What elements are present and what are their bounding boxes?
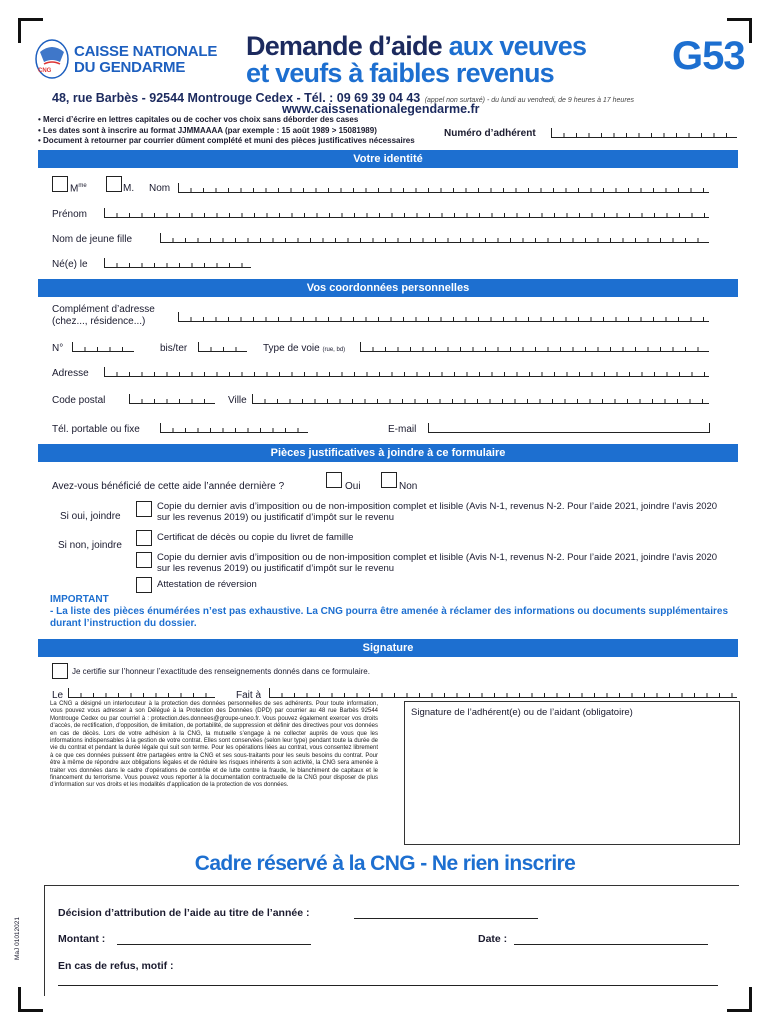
- certify-text: Je certifie sur l’honneur l’exactitude des renseignements donnés dans ce formulaire.: [72, 667, 370, 676]
- important-title: IMPORTANT: [50, 594, 109, 605]
- field-bister[interactable]: [198, 342, 247, 352]
- label-prenom: Prénom: [52, 209, 88, 220]
- label-complement-line1: Complément d’adresse: [52, 304, 155, 315]
- field-complement[interactable]: [178, 312, 709, 322]
- label-oui: Oui: [345, 481, 361, 492]
- org-name-line1: CAISSE NATIONALE: [74, 43, 218, 60]
- field-email[interactable]: [428, 423, 710, 433]
- label-complement-line2: (chez..., résidence...): [52, 316, 146, 327]
- label-bister: bis/ter: [160, 343, 188, 354]
- label-type-voie-text: Type de voie: [263, 343, 320, 354]
- label-jeune-fille: Nom de jeune fille: [52, 234, 133, 245]
- title-part-blue: aux veuves: [448, 31, 587, 61]
- privacy-notice: La CNG a désigné un interlocuteur à la protection des données personnelles de ses adhérents. Pour toute information, vous pouvez vous adresser à son Délégué à la Protection des Données (DPD) par courrier au 48 rue Barbès 92544 Montrouge Cedex ou par courriel à : protection.des.donnees@groupe-uneo.fr. Vous pouvez également exercer vos droits d’accès, de rectification, d’opposition, de limitation, de portabilité, de suppression et définir des directives pour vos données en cas de décès. Lors de votre adhésion à la CNG, la mutuelle s’engage à ne collecter auprès de vous que les informations indispensables à la gestion de votre contrat. Elles sont conservées (selon leur type) pendant toute la durée de vie du contrat et pendant la durée légale qui suit son terme. Pour les opérations liées au contrat, vous consentez librement à ce que ces données puissent être partagées entre la CNG et ses sous-traitants pour les seuls besoins du contrat. Pour être à même de répondre aux obligations légales et de réduire les risques inhérents à son activité, la CNG sera amenée à traiter vos données dans le cadre d’opérations de contrôle et de lutte contre la fraude, le blanchiment de capitaux et le financement du terrorisme. Vous pouvez vous reporter à la documentation contractuelle de la CNG pour disposer de plus d’information sur vos droits et les modalités d’application de la protection de vos données.: [50, 701, 378, 789]
- label-question: Avez-vous bénéficié de cette aide l’année dernière ?: [52, 481, 285, 492]
- label-m: M.: [123, 183, 135, 194]
- label-nom: Nom: [149, 183, 171, 194]
- field-telephone[interactable]: [160, 423, 308, 433]
- field-numero[interactable]: [72, 342, 134, 352]
- checkbox-doc-1[interactable]: [136, 501, 152, 517]
- checkbox-doc-4[interactable]: [136, 577, 152, 593]
- label-type-voie-hint: (rue, bd): [322, 347, 346, 353]
- logo-acronym: CNG: [38, 68, 52, 74]
- doc-3-text: Copie du dernier avis d’imposition ou de non-imposition complet et lisible (Avis N-1, revenus N-2. Pour l’aide 2021, joindre l’avis 2020 sur les revenus 2019) ou justificatif d’impôt sur le revenu: [157, 552, 718, 574]
- member-number-label: Numéro d’adhérent: [444, 128, 536, 139]
- doc-2-text: Certificat de décès ou copie du livret de famille: [157, 532, 354, 543]
- label-fait-a: Fait à: [236, 690, 262, 701]
- label-non: Non: [399, 481, 418, 492]
- reserved-title: Cadre réservé à la CNG - Ne rien inscrire: [194, 852, 576, 875]
- page-title: [246, 32, 586, 61]
- label-telephone: Tél. portable ou fixe: [52, 424, 140, 435]
- reserved-box: [44, 885, 739, 996]
- section-header-documents: Pièces justificatives à joindre à ce formulaire: [38, 444, 738, 462]
- org-name-line2: DU GENDARME: [74, 59, 186, 76]
- footer-code: MaJ 01012021: [14, 916, 21, 960]
- date-line: [514, 943, 708, 945]
- label-le: Le: [52, 690, 64, 701]
- checkbox-doc-2[interactable]: [136, 530, 152, 546]
- section-header-signature: Signature: [38, 639, 738, 657]
- signature-box[interactable]: [404, 701, 740, 845]
- address-text: 48, rue Barbès - 92544 Montrouge Cedex - Tél. : 09 69 39 04 43: [52, 91, 421, 105]
- section-header-identity: Votre identité: [38, 150, 738, 168]
- doc-4-text: Attestation de réversion: [157, 579, 257, 590]
- field-date-naissance[interactable]: [104, 258, 251, 268]
- cng-logo: [34, 38, 70, 85]
- field-signature-date[interactable]: [68, 688, 215, 698]
- form-code: G53: [672, 34, 745, 78]
- instruction-item: • Merci d’écrire en lettres capitales ou de cocher vos choix sans déborder des cases: [38, 115, 359, 124]
- important-text: - La liste des pièces énumérées n’est pas exhaustive. La CNG pourra être amenée à réclamer des informations ou documents supplémentaires durant l’instruction du dossier.: [50, 606, 729, 629]
- refus-line: [58, 984, 718, 986]
- checkbox-certify[interactable]: [52, 663, 68, 679]
- website-link[interactable]: www.caissenationalegendarme.fr: [282, 102, 480, 116]
- field-type-voie[interactable]: [360, 342, 709, 352]
- label-adresse: Adresse: [52, 368, 89, 379]
- checkbox-non[interactable]: [381, 472, 397, 488]
- label-numero: N°: [52, 343, 64, 354]
- section-header-contact: Vos coordonnées personnelles: [38, 279, 738, 297]
- label-ne-le: Né(e) le: [52, 259, 88, 270]
- page-subtitle: et veufs à faibles revenus: [246, 58, 554, 88]
- member-number-field[interactable]: [551, 128, 737, 138]
- address-hours: (appel non surtaxé) - du lundi au vendredi, de 9 heures à 17 heures: [424, 97, 635, 104]
- refus-label: En cas de refus, motif :: [58, 960, 174, 972]
- title-part-dark: Demande d’aide: [246, 31, 442, 61]
- field-ville[interactable]: [252, 394, 709, 404]
- label-ville: Ville: [228, 395, 247, 406]
- date-label: Date :: [478, 933, 508, 945]
- label-si-oui: Si oui, joindre: [60, 511, 121, 522]
- label-type-voie: [263, 343, 345, 354]
- doc-1-text: Copie du dernier avis d’imposition ou de non-imposition complet et lisible (Avis N-1, revenus N-2. Pour l’aide 2021, joindre l’avis 2020 sur les revenus 2019) ou justificatif d’impôt sur le revenu: [157, 501, 718, 523]
- signature-box-label: Signature de l’adhérent(e) ou de l’aidant (obligatoire): [411, 707, 633, 718]
- checkbox-doc-3[interactable]: [136, 552, 152, 568]
- montant-label: Montant :: [58, 933, 106, 945]
- checkbox-mme[interactable]: [52, 176, 68, 192]
- corner-mark-bottom-left: [18, 987, 43, 1012]
- label-email: E-mail: [388, 424, 417, 435]
- org-name: [74, 44, 217, 76]
- field-jeune-fille[interactable]: [160, 233, 709, 243]
- label-code-postal: Code postal: [52, 395, 106, 406]
- checkbox-m[interactable]: [106, 176, 122, 192]
- field-fait-a[interactable]: [269, 688, 737, 698]
- decision-year-line: [354, 917, 538, 919]
- montant-line: [117, 943, 311, 945]
- decision-label: Décision d’attribution de l’aide au titre de l’année :: [58, 907, 310, 919]
- field-adresse[interactable]: [104, 367, 709, 377]
- instruction-item: • Les dates sont à inscrire au format JJMMAAAA (par exemple : 15 août 1989 > 15081989): [38, 125, 377, 135]
- checkbox-oui[interactable]: [326, 472, 342, 488]
- field-code-postal[interactable]: [129, 394, 215, 404]
- field-nom[interactable]: [178, 183, 709, 193]
- instruction-item: • Document à retourner par courrier dûment complété et muni des pièces justificatives nécessaires: [38, 136, 415, 145]
- label-si-non: Si non, joindre: [58, 540, 122, 551]
- label-mme: $M^{me}$: [70, 183, 87, 195]
- label-complement: [52, 304, 155, 328]
- instructions: [38, 115, 415, 147]
- field-prenom[interactable]: [104, 208, 709, 218]
